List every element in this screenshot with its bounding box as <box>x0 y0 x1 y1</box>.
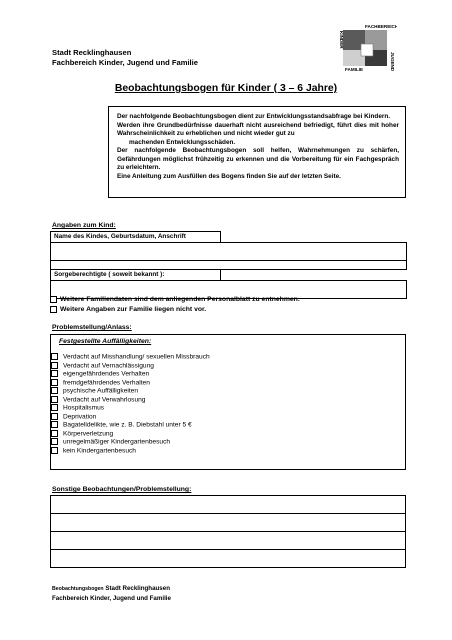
problem-item[interactable] <box>51 404 104 413</box>
item-label: kein Kindergartenbesuch <box>63 446 136 454</box>
item-label: fremdgefährdendes Verhalten <box>63 378 150 386</box>
page-title: Beobachtungsbogen für Kinder ( 3 – 6 Jahre) <box>114 83 338 94</box>
item-label: Verdacht auf Misshandlung/ sexuellen Missbrauch <box>63 353 210 361</box>
problem-item[interactable] <box>51 438 170 447</box>
problem-item[interactable] <box>51 362 154 371</box>
item-label: psychische Auffälligkeiten <box>63 387 139 395</box>
guardian-field-label: Sorgeberechtigte ( soweit bekannt ): <box>51 270 221 281</box>
problem-sub-label: Festgestellte Auffälligkeiten: <box>59 338 152 345</box>
logo-text-familie: FAMILIE <box>345 67 364 72</box>
intro-paragraph: machenden Entwicklungsschäden. <box>129 138 236 146</box>
problem-item[interactable] <box>51 430 113 439</box>
page-footer <box>52 584 171 603</box>
family-check-row[interactable] <box>50 305 206 314</box>
item-label: Deprivation <box>63 412 97 420</box>
observation-line[interactable] <box>51 550 406 568</box>
footer-org-name: Stadt Recklinghausen <box>105 585 170 592</box>
problem-section-label: Problemstellung/Anlass: <box>52 324 132 331</box>
checkbox[interactable] <box>51 430 58 437</box>
problem-item[interactable] <box>51 396 145 405</box>
item-label: Körperverletzung <box>63 429 114 437</box>
checkbox[interactable] <box>51 447 58 454</box>
org-name: Stadt Recklinghausen <box>52 48 132 57</box>
other-observations-table <box>50 495 406 568</box>
spacer-cell <box>51 261 407 270</box>
observation-line[interactable] <box>51 496 406 514</box>
other-section-label: Sonstige Beobachtungen/Problemstellung: <box>52 486 192 493</box>
item-label: Bagatelldelikte, wie z. B. Diebstahl unter 5 € <box>63 421 192 429</box>
problem-item[interactable] <box>51 370 149 379</box>
intro-paragraph: Eine Anleitung zum Ausfüllen des Bogens finden Sie auf der letzten Seite. <box>117 172 341 180</box>
footer-form-name: Beobachtungsbogen <box>52 586 104 592</box>
child-section-label: Angaben zum Kind: <box>52 222 116 229</box>
checkbox[interactable] <box>51 421 58 428</box>
blank-cell <box>221 270 407 281</box>
problem-item[interactable] <box>51 387 138 396</box>
logo-text-kinder: KINDER <box>339 31 344 49</box>
logo-text-jugend: JUGEND <box>390 52 395 72</box>
checkbox[interactable] <box>51 362 58 369</box>
family-check-row[interactable] <box>50 295 300 304</box>
checkbox[interactable] <box>50 306 57 313</box>
checkbox[interactable] <box>51 370 58 377</box>
observation-line[interactable] <box>51 514 406 532</box>
problem-box <box>50 334 406 470</box>
blank-cell <box>221 232 407 243</box>
footer-department: Fachbereich Kinder, Jugend und Familie <box>52 595 171 602</box>
org-department: Fachbereich Kinder, Jugend und Familie <box>52 58 198 67</box>
observation-line[interactable] <box>51 532 406 550</box>
child-info-table <box>50 231 407 299</box>
name-field-label: Name des Kindes, Geburtsdatum, Anschrift <box>51 232 221 243</box>
problem-item[interactable] <box>51 447 136 456</box>
problem-item[interactable] <box>51 379 150 388</box>
checkbox[interactable] <box>51 438 58 445</box>
name-field-input[interactable] <box>51 243 407 261</box>
checkbox[interactable] <box>51 379 58 386</box>
header-organization <box>52 48 198 68</box>
checkbox-label: Weitere Familiendaten sind dem anliegenden Personalblatt zu entnehmen. <box>60 296 300 303</box>
checkbox[interactable] <box>51 404 58 411</box>
intro-paragraph: Werden ihre Grundbedürfnisse dauerhaft nicht ausreichend befriedigt, führt dies mit hoher Wahrscheinlichkeit zu erheblichen und nicht wieder gut zu <box>117 121 399 137</box>
checkbox[interactable] <box>51 396 58 403</box>
intro-paragraph: Der nachfolgende Beobachtungsbogen soll helfen, Wahrnehmungen zu schärfen, Gefährdungen möglichst frühzeitig zu erkennen und die Vorbereitung für ein Fachgespräch zu erleichtern. <box>117 147 399 171</box>
problem-item[interactable] <box>51 413 96 422</box>
logo-graphic <box>335 22 397 74</box>
item-label: Verdacht auf Verwahrlosung <box>63 395 146 403</box>
problem-item[interactable] <box>51 421 192 430</box>
checkbox-label: Weitere Angaben zur Familie liegen nicht vor. <box>60 306 207 313</box>
intro-box <box>108 106 406 198</box>
checkbox[interactable] <box>51 353 58 360</box>
item-label: Verdacht auf Vernachlässigung <box>63 361 154 369</box>
logo-text-fachbereich: FACHBEREICH <box>365 24 397 29</box>
checkbox[interactable] <box>51 413 58 420</box>
item-label: eigengefährdendes Verhalten <box>63 370 150 378</box>
department-logo <box>335 22 397 74</box>
checkbox[interactable] <box>51 387 58 394</box>
problem-item[interactable] <box>51 353 210 362</box>
item-label: unregelmäßiger Kindergartenbesuch <box>63 438 171 446</box>
item-label: Hospitalismus <box>63 404 105 412</box>
checkbox[interactable] <box>50 296 57 303</box>
intro-paragraph: Der nachfolgende Beobachtungsbogen dient zur Entwicklungsstandsabfrage bei Kindern. <box>117 113 391 120</box>
